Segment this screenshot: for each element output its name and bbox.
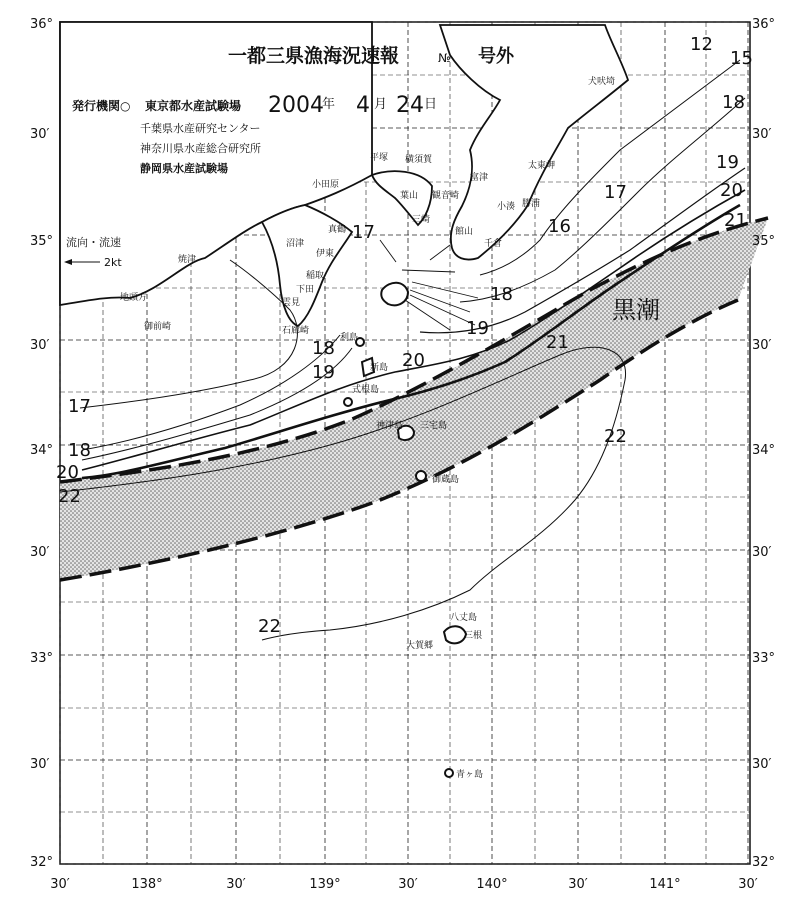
agency-shizuoka: 静岡県水産試験場 <box>140 162 228 175</box>
place-shikinejima: 式根島 <box>352 385 380 395</box>
isotherm-label-22-south: 22 <box>258 616 281 637</box>
isotherm-label-19-izu: 19 <box>312 362 335 383</box>
lat-label-34: 34° <box>30 443 54 458</box>
issue-number-label: № <box>438 51 451 65</box>
place-inubosaki: 犬吠埼 <box>588 77 616 87</box>
place-manazuru: 真鶴 <box>328 225 347 235</box>
place-misaki: 三崎 <box>412 215 431 225</box>
lat-label-32-right: 32° <box>752 855 776 870</box>
lat-label-35: 35° <box>30 234 54 249</box>
isotherm-label-18-west: 18 <box>68 440 91 461</box>
place-katsuura: 勝浦 <box>522 199 541 209</box>
isotherm-label-21-east: 21 <box>546 332 569 353</box>
isotherm-label-22-east: 22 <box>604 426 627 447</box>
place-hiratsuka: 平塚 <box>370 153 389 163</box>
lat-label-32: 32° <box>30 855 54 870</box>
lon-label-138-30: 30′ <box>226 877 246 892</box>
place-tateyama: 館山 <box>455 227 474 237</box>
boso-peninsula-land <box>440 25 628 260</box>
place-niijima: 新島 <box>370 363 389 373</box>
place-yokosuka: 横須賀 <box>405 155 433 165</box>
place-iroumisaki: 石廊崎 <box>282 326 310 336</box>
lon-label-141: 141° <box>649 877 681 892</box>
isotherm-18-west <box>82 335 340 450</box>
extra-edition-label: 号外 <box>478 46 514 67</box>
place-mera: 雲見 <box>282 298 301 308</box>
bulletin-title: 一都三県漁海況速報 <box>228 45 400 67</box>
lon-label-138: 138° <box>131 877 163 892</box>
place-taito: 太東岬 <box>528 161 556 171</box>
kozushima-island <box>344 398 352 406</box>
issuer-label: 発行機関○ <box>72 99 131 113</box>
kuroshio-label: 黒潮 <box>612 296 660 324</box>
lat-label-33-30: 30′ <box>30 545 50 560</box>
place-hachijojima: 八丈島 <box>450 613 478 623</box>
lat-label-32-30-right: 30′ <box>752 757 772 772</box>
isotherm-label-20-islands: 20 <box>402 350 425 371</box>
lon-label-139-30: 30′ <box>398 877 418 892</box>
place-kozushima: 神津島 <box>376 421 404 431</box>
isotherm-label-17-boso: 17 <box>604 182 627 203</box>
isotherm-label-18-sagami: 18 <box>490 284 513 305</box>
aogashima-island <box>445 769 453 777</box>
isotherm-label-19-sagami: 19 <box>466 318 489 339</box>
lat-label-33-30-right: 30′ <box>752 545 772 560</box>
isotherm-label-16: 16 <box>548 216 571 237</box>
isotherm-label-22-west: 22 <box>58 486 81 507</box>
lat-label-35-30: 30′ <box>30 127 50 142</box>
oshima-island <box>381 283 408 306</box>
hachijojima-island <box>444 626 466 643</box>
legend-current-speed: 2kt <box>104 256 122 269</box>
place-hayama: 葉山 <box>400 191 419 201</box>
lat-label-34-30: 30′ <box>30 338 50 353</box>
isotherm-label-12: 12 <box>690 34 713 55</box>
mikurajima-island <box>416 471 426 481</box>
lon-label-141-30: 30′ <box>738 877 758 892</box>
place-miyakejima: 三宅島 <box>420 421 448 431</box>
isotherm-label-17-west: 17 <box>68 396 91 417</box>
isotherm-label-17-izu: 17 <box>352 222 375 243</box>
place-chitoyogata: 地頭方 <box>120 293 148 303</box>
place-toshima: 利島 <box>340 333 359 343</box>
agency-chiba: 千葉県水産研究センター <box>140 122 261 135</box>
place-chikura: 千倉 <box>484 239 503 249</box>
place-mikurajima: 御蔵島 <box>432 475 460 485</box>
date-year: 2004 <box>268 93 324 118</box>
date-month-unit: 月 <box>374 97 388 112</box>
place-kannonzaki: 観音崎 <box>432 191 460 201</box>
date-day: 24 <box>396 93 424 118</box>
isotherm-label-20-west: 20 <box>56 462 79 483</box>
place-numazu: 沼津 <box>286 239 305 249</box>
lat-label-33: 33° <box>30 651 54 666</box>
isotherm-label-19-ne: 19 <box>716 152 739 173</box>
place-inatori: 稲取 <box>306 271 325 281</box>
lat-label-32-30: 30′ <box>30 757 50 772</box>
lon-label-140: 140° <box>476 877 508 892</box>
legend-current-label: 流向・流速 <box>66 236 121 249</box>
place-kominato: 小湊 <box>497 202 516 212</box>
date-year-unit: 年 <box>322 97 336 112</box>
lat-label-36: 36° <box>30 17 54 32</box>
place-odawara: 小田原 <box>312 180 340 190</box>
place-omaezaki: 御前崎 <box>144 322 172 332</box>
longitude-labels <box>50 877 758 892</box>
agency-kanagawa: 神奈川県水産総合研究所 <box>140 142 261 155</box>
place-futtsu: 富津 <box>470 173 489 183</box>
lat-label-36-right: 36° <box>752 17 776 32</box>
isotherm-label-15: 15 <box>730 48 753 69</box>
place-aogashima: 青ヶ島 <box>456 770 484 780</box>
place-ohatsu: 大賀郷 <box>406 641 434 651</box>
lat-label-34-right: 34° <box>752 443 776 458</box>
place-yaizu: 焼津 <box>178 255 197 265</box>
agency-tokyo: 東京都水産試験場 <box>145 99 242 113</box>
isotherm-label-18-ne: 18 <box>722 92 745 113</box>
isotherm-label-18-izu: 18 <box>312 338 335 359</box>
lat-label-33-right: 33° <box>752 651 776 666</box>
place-ito: 伊東 <box>316 249 335 259</box>
isotherm-label-20-ne: 20 <box>720 180 743 201</box>
isotherm-label-21-ne: 21 <box>724 210 747 231</box>
place-shimoda: 下田 <box>296 285 315 295</box>
date-month: 4 <box>356 93 370 118</box>
lat-label-35-30-right: 30′ <box>752 127 772 142</box>
lat-label-34-30-right: 30′ <box>752 338 772 353</box>
lon-label-139: 139° <box>309 877 341 892</box>
date-day-unit: 日 <box>424 97 438 112</box>
lon-label-137-30: 30′ <box>50 877 70 892</box>
place-sanne: 三根 <box>464 631 483 641</box>
lat-label-35-right: 35° <box>752 234 776 249</box>
lon-label-140-30: 30′ <box>568 877 588 892</box>
izu-peninsula-land <box>262 205 352 326</box>
